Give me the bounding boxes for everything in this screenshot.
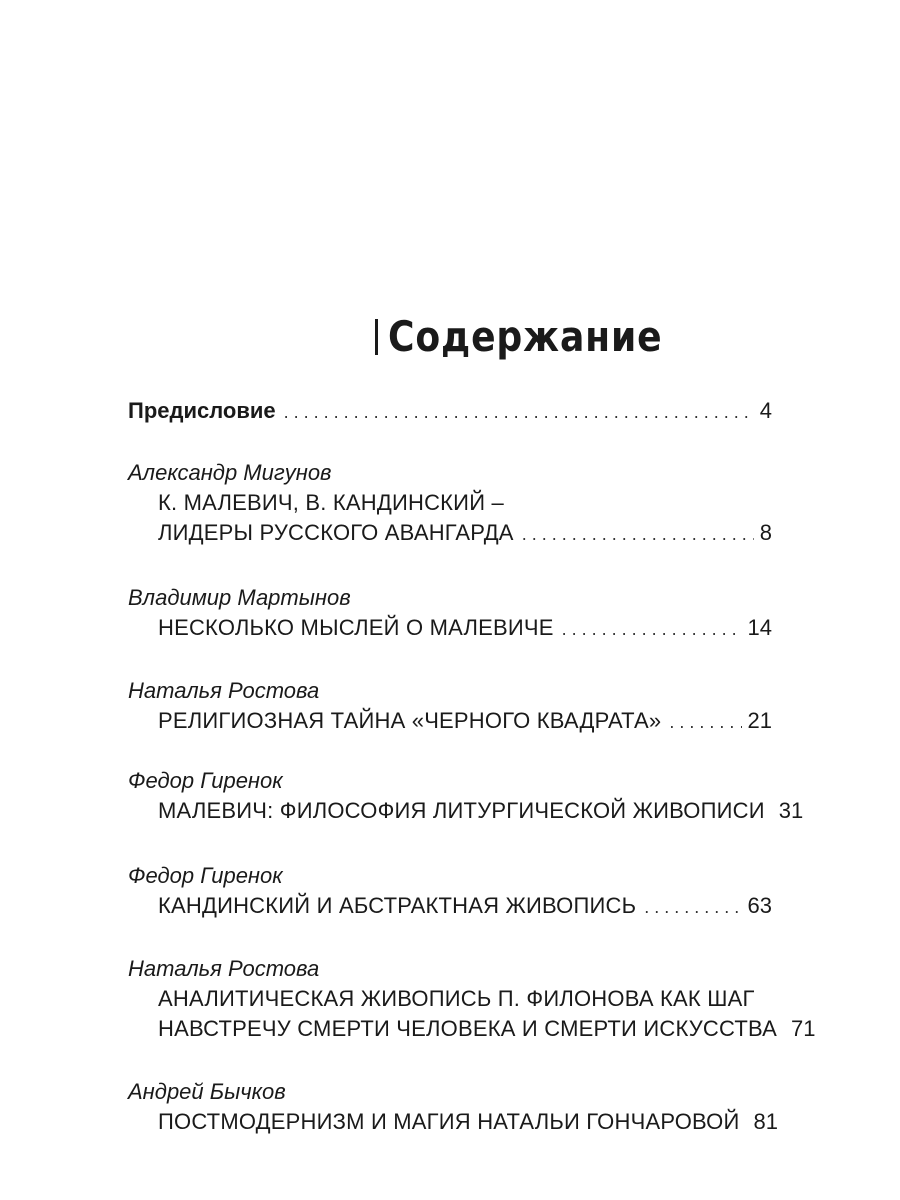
- title-line: НАВСТРЕЧУ СМЕРТИ ЧЕЛОВЕКА И СМЕРТИ ИСКУССТВА: [158, 1016, 777, 1041]
- author-name: Александр Мигунов: [128, 460, 332, 485]
- title-line: ПОСТМОДЕРНИЗМ И МАГИЯ НАТАЛЬИ ГОНЧАРОВОЙ: [158, 1109, 740, 1134]
- author-name: Федор Гиренок: [128, 768, 283, 793]
- page-number: 81: [753, 1109, 778, 1134]
- title-line: КАНДИНСКИЙ И АБСТРАКТНАЯ ЖИВОПИСЬ: [158, 893, 637, 918]
- leader-dots: [669, 707, 741, 737]
- title-line: МАЛЕВИЧ: ФИЛОСОФИЯ ЛИТУРГИЧЕСКОЙ ЖИВОПИСИ: [158, 798, 765, 823]
- title-line: НЕСКОЛЬКО МЫСЛЕЙ О МАЛЕВИЧЕ: [158, 615, 554, 640]
- toc-entry: [128, 583, 772, 643]
- author-name: Владимир Мартынов: [128, 585, 351, 610]
- leader-dots: [522, 519, 754, 549]
- leader-dots: [644, 892, 741, 922]
- author-name: Андрей Бычков: [128, 1079, 286, 1104]
- toc-entry: [128, 954, 816, 1044]
- leader-dots: [562, 614, 742, 644]
- page-title: Содержание: [388, 312, 663, 361]
- page-number: 71: [790, 1016, 816, 1041]
- author-name: Федор Гиренок: [128, 863, 283, 888]
- preface-label: Предисловие: [128, 398, 276, 423]
- page-number: 63: [747, 893, 772, 918]
- page-number: 21: [747, 708, 772, 733]
- toc-entry: [128, 1077, 778, 1137]
- title-line: АНАЛИТИЧЕСКАЯ ЖИВОПИСЬ П. ФИЛОНОВА КАК ШАГ: [158, 986, 755, 1011]
- contents-heading: [375, 312, 707, 362]
- leader-dots: [284, 397, 754, 427]
- toc-entry: [128, 676, 772, 736]
- toc-entry: [128, 861, 772, 921]
- title-line: ЛИДЕРЫ РУССКОГО АВАНГАРДА: [158, 520, 514, 545]
- toc-entry: [128, 458, 772, 548]
- author-name: Наталья Ростова: [128, 956, 320, 981]
- heading-rule: [375, 319, 378, 355]
- page-number: 4: [759, 398, 772, 423]
- page-number: 8: [759, 520, 772, 545]
- title-line: РЕЛИГИОЗНАЯ ТАЙНА «ЧЕРНОГО КВАДРАТА»: [158, 708, 662, 733]
- author-name: Наталья Ростова: [128, 678, 320, 703]
- page-number: 14: [747, 615, 772, 640]
- toc-entry-preface: [128, 396, 772, 426]
- title-line: К. МАЛЕВИЧ, В. КАНДИНСКИЙ –: [158, 490, 504, 515]
- page-number: 31: [778, 798, 804, 823]
- toc-entry: [128, 766, 804, 826]
